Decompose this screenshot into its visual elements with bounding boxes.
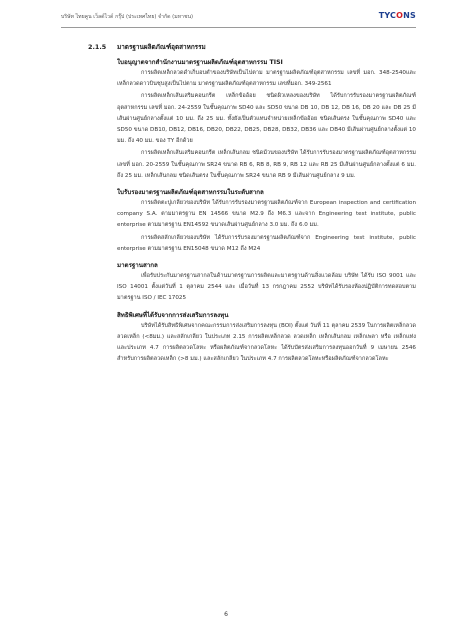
section-title: มาตรฐานผลิตภัณฑ์อุตสาหกรรม bbox=[117, 43, 206, 51]
subsection-heading: สิทธิพิเศษที่ได้รับจากการส่งเสริมการลงทุน bbox=[117, 311, 229, 319]
subsection-heading: ใบรับรองมาตรฐานผลิตภัณฑ์อุตสาหกรรมในระดับสากล bbox=[117, 189, 264, 197]
paragraph: การผลิตเหล็กลวดดำเก็บอบตำของบริษัทเป็นไปตาม มาตรฐานผลิตภัณฑ์อุตสาหกรรม เลขที่ มอก. 348-2540และเหล็กลวดดาวบินชุบสูงเป็นไปตาม มาตรฐานผลิตภัณฑ์อุตสาหกรรม เลขที่มอก. 349-2561 bbox=[117, 70, 416, 88]
paragraph: การผลิตเหล็กเส้นเสริมคอนกรีต เหล็กข้ออ้อย ชนิดผิวเหลงของบริษัท ได้รับการรับรองมาตรฐานผลิตภัณฑ์อุตสาหกรรม เลขที่ มอก. 24-2559 ในชั้นคุณภาพ SD40 และ SD50 ขนาด DB 10, DB 12, DB 16, DB 20 และ DB 25 มีเส้นผ่านศูนย์กลางตั้งแต่ 10 มม. ถึง 25 มม. ทั้งยังเป็นตัวแทนจำหน่ายเหล็กข้ออ้อย ชนิดเส้นตรง ในชั้นคุณภาพ SD40 และ SD50 ขนาด DB10, DB12, DB16, DB20, DB22, DB25, DB28, DB32, DB36 และ DB40 มีเส้นผ่านศูนย์กลางตั้งแต่ 10 มม. ถึง 40 มม. ของ TY อีกด้วย bbox=[117, 93, 416, 145]
paragraph: การผลิตเหล็กเส้นเสริมคอนกรีต เหล็กเส้นกลม ชนิดม้วนของบริษัท ได้รับการรับรองมาตรฐานผลิตภัณฑ์อุตสาหกรรม เลขที่ มอก. 20-2559 ในชั้นคุณภาพ SR24 ขนาด RB 6, RB 8, RB 9, RB 12 และ RB 25 มีเส้นผ่านศูนย์กลางตั้งแต่ 6 มม. ถึง 25 มม. เหล็กเส้นกลม ชนิดเส้นตรง ในชั้นคุณภาพ SR24 ขนาด RB 9 มีเส้นผ่านศูนย์กลาง 9 มม. bbox=[117, 150, 416, 179]
document-body bbox=[61, 42, 416, 366]
logo-text-accent: O bbox=[396, 11, 404, 20]
block-international-cert bbox=[117, 187, 416, 255]
section-number: 2.1.5 bbox=[88, 43, 107, 51]
header-divider bbox=[61, 27, 416, 28]
page-header bbox=[61, 11, 416, 25]
section-heading bbox=[61, 42, 416, 52]
paragraph: เพื่อรับประกันมาตรฐานสากลในด้านมาตรฐานการผลิตและมาตรฐานด้านสิ่งแวดล้อม บริษัท ได้รับ ISO 9001 และ ISO 14001 ตั้งแต่วันที่ 1 ตุลาคม 2544 และ เมื่อวันที่ 13 กรกฎาคม 2552 บริษัทได้รับรองห้องปฏิบัติการทดสอบตามมาตรฐาน ISO / IEC 17025 bbox=[117, 273, 416, 302]
logo-text-tail: NS bbox=[403, 11, 416, 20]
paragraph: บริษัทได้รับสิทธิพิเศษจากคณะกรรมการส่งเสริมการลงทุน (BOI) ตั้งแต่ วันที่ 11 ตุลาคม 2539 ในการผลิตเหล็กลวด ลวดเหล็ก (<8มม.) และสลักเกลียว ในประเภท 2.15 การผลิตเหล็กลวด ลวดเหล็ก เหล็กเส้นกลม เหล็กเพลา หรือ เหล็กแท่ง และประเภท 4.7 การผลิตลวดโลหะ หรือผลิตภัณฑ์จากลวดโลหะ ได้รับบัตรส่งเสริมการลงทุนออกวันที่ 9 เมษายน 2546 สำหรับการผลิตลวดเหล็ก (>8 มม.) และสลักเกลียว ในประเภท 4.7 การผลิตลวดโลหะหรือผลิตภัณฑ์จากลวดโลหะ bbox=[117, 322, 416, 363]
block-tisi bbox=[117, 57, 416, 182]
block-boi-privileges bbox=[117, 310, 416, 366]
page-number: 6 bbox=[224, 611, 228, 618]
company-logo bbox=[379, 11, 416, 20]
logo-text-main: TYC bbox=[378, 11, 397, 20]
block-international-standard bbox=[117, 260, 416, 305]
paragraph: การผลิตสลักเกลียวของบริษัท ได้รับการรับรองมาตรฐานผลิตภัณฑ์จาก Engineering test institute, public enterprise ตามมาตรฐาน EN15048 ขนาด M12 ถึง M24 bbox=[117, 234, 416, 252]
subsection-heading: มาตรฐานสากล bbox=[117, 262, 158, 270]
paragraph: การผลิตตะปูเกลียวของบริษัท ได้รับการรับรองมาตรฐานผลิตภัณฑ์จาก European inspection and certification company S.A. ตามมาตรฐาน EN 14566 ขนาด M2.9 ถึง M6.3 และจาก Engineering test institute, public enterprise ตามมาตรฐาน EN14592 ขนาดเส้นผ่านศูนย์กลาง 3.0 มม. ถึง 6.0 มม. bbox=[117, 200, 416, 229]
company-name: บริษัท ไทยคูน เว็ลด์ไวด์ กรุ๊ป (ประเทศไทย) จำกัด (มหาชน) bbox=[61, 14, 194, 20]
subsection-heading: ใบอนุญาตจากสำนักงานมาตรฐานผลิตภัณฑ์อุตสาหกรรม TISI bbox=[117, 59, 283, 66]
